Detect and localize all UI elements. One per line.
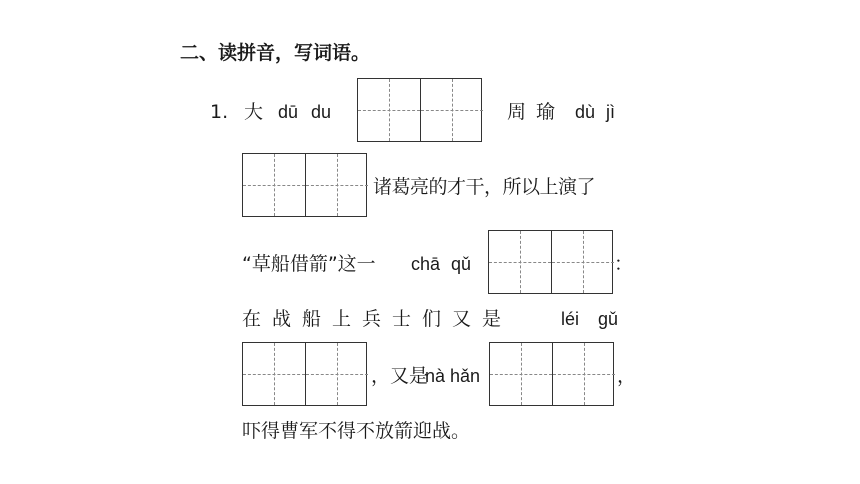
answer-box-duji[interactable]	[242, 153, 367, 217]
grid-cell[interactable]	[243, 154, 305, 216]
pinyin-dudu: dū du	[278, 102, 332, 122]
text-line4: 在战船上兵士们又是	[242, 308, 513, 330]
grid-cell[interactable]	[551, 231, 614, 293]
answer-box-dudu[interactable]	[357, 78, 482, 142]
grid-cell[interactable]	[420, 79, 483, 141]
grid-cell[interactable]	[489, 231, 551, 293]
grid-cell[interactable]	[305, 343, 368, 405]
punct-comma: ，	[617, 365, 637, 387]
answer-box-chaqu[interactable]	[488, 230, 613, 294]
grid-cell[interactable]	[305, 154, 368, 216]
grid-cell[interactable]	[243, 343, 305, 405]
grid-cell[interactable]	[552, 343, 615, 405]
punct-colon: ：	[614, 253, 634, 275]
text-line6: 吓得曹军不得不放箭迎战。	[242, 420, 471, 442]
question-number: 1.	[210, 101, 229, 123]
section-heading: 二、读拼音，写词语。	[180, 42, 371, 64]
text-line2: 诸葛亮的才干，所以上演了	[373, 176, 596, 198]
pinyin-duji: dù jì	[575, 102, 616, 122]
text-zhouyu: 周瑜	[507, 101, 566, 123]
answer-box-leigu[interactable]	[242, 342, 367, 406]
pinyin-chaqu: chā qǔ	[411, 254, 472, 274]
answer-box-nahan[interactable]	[489, 342, 614, 406]
grid-cell[interactable]	[490, 343, 552, 405]
pinyin-nahan: nà hǎn	[425, 366, 481, 386]
grid-cell[interactable]	[358, 79, 420, 141]
pinyin-leigu: léi gǔ	[561, 309, 619, 329]
text-da: 大	[244, 101, 264, 123]
text-line5: ，又是	[371, 365, 429, 387]
text-line3: “草船借箭”这一	[242, 253, 376, 275]
